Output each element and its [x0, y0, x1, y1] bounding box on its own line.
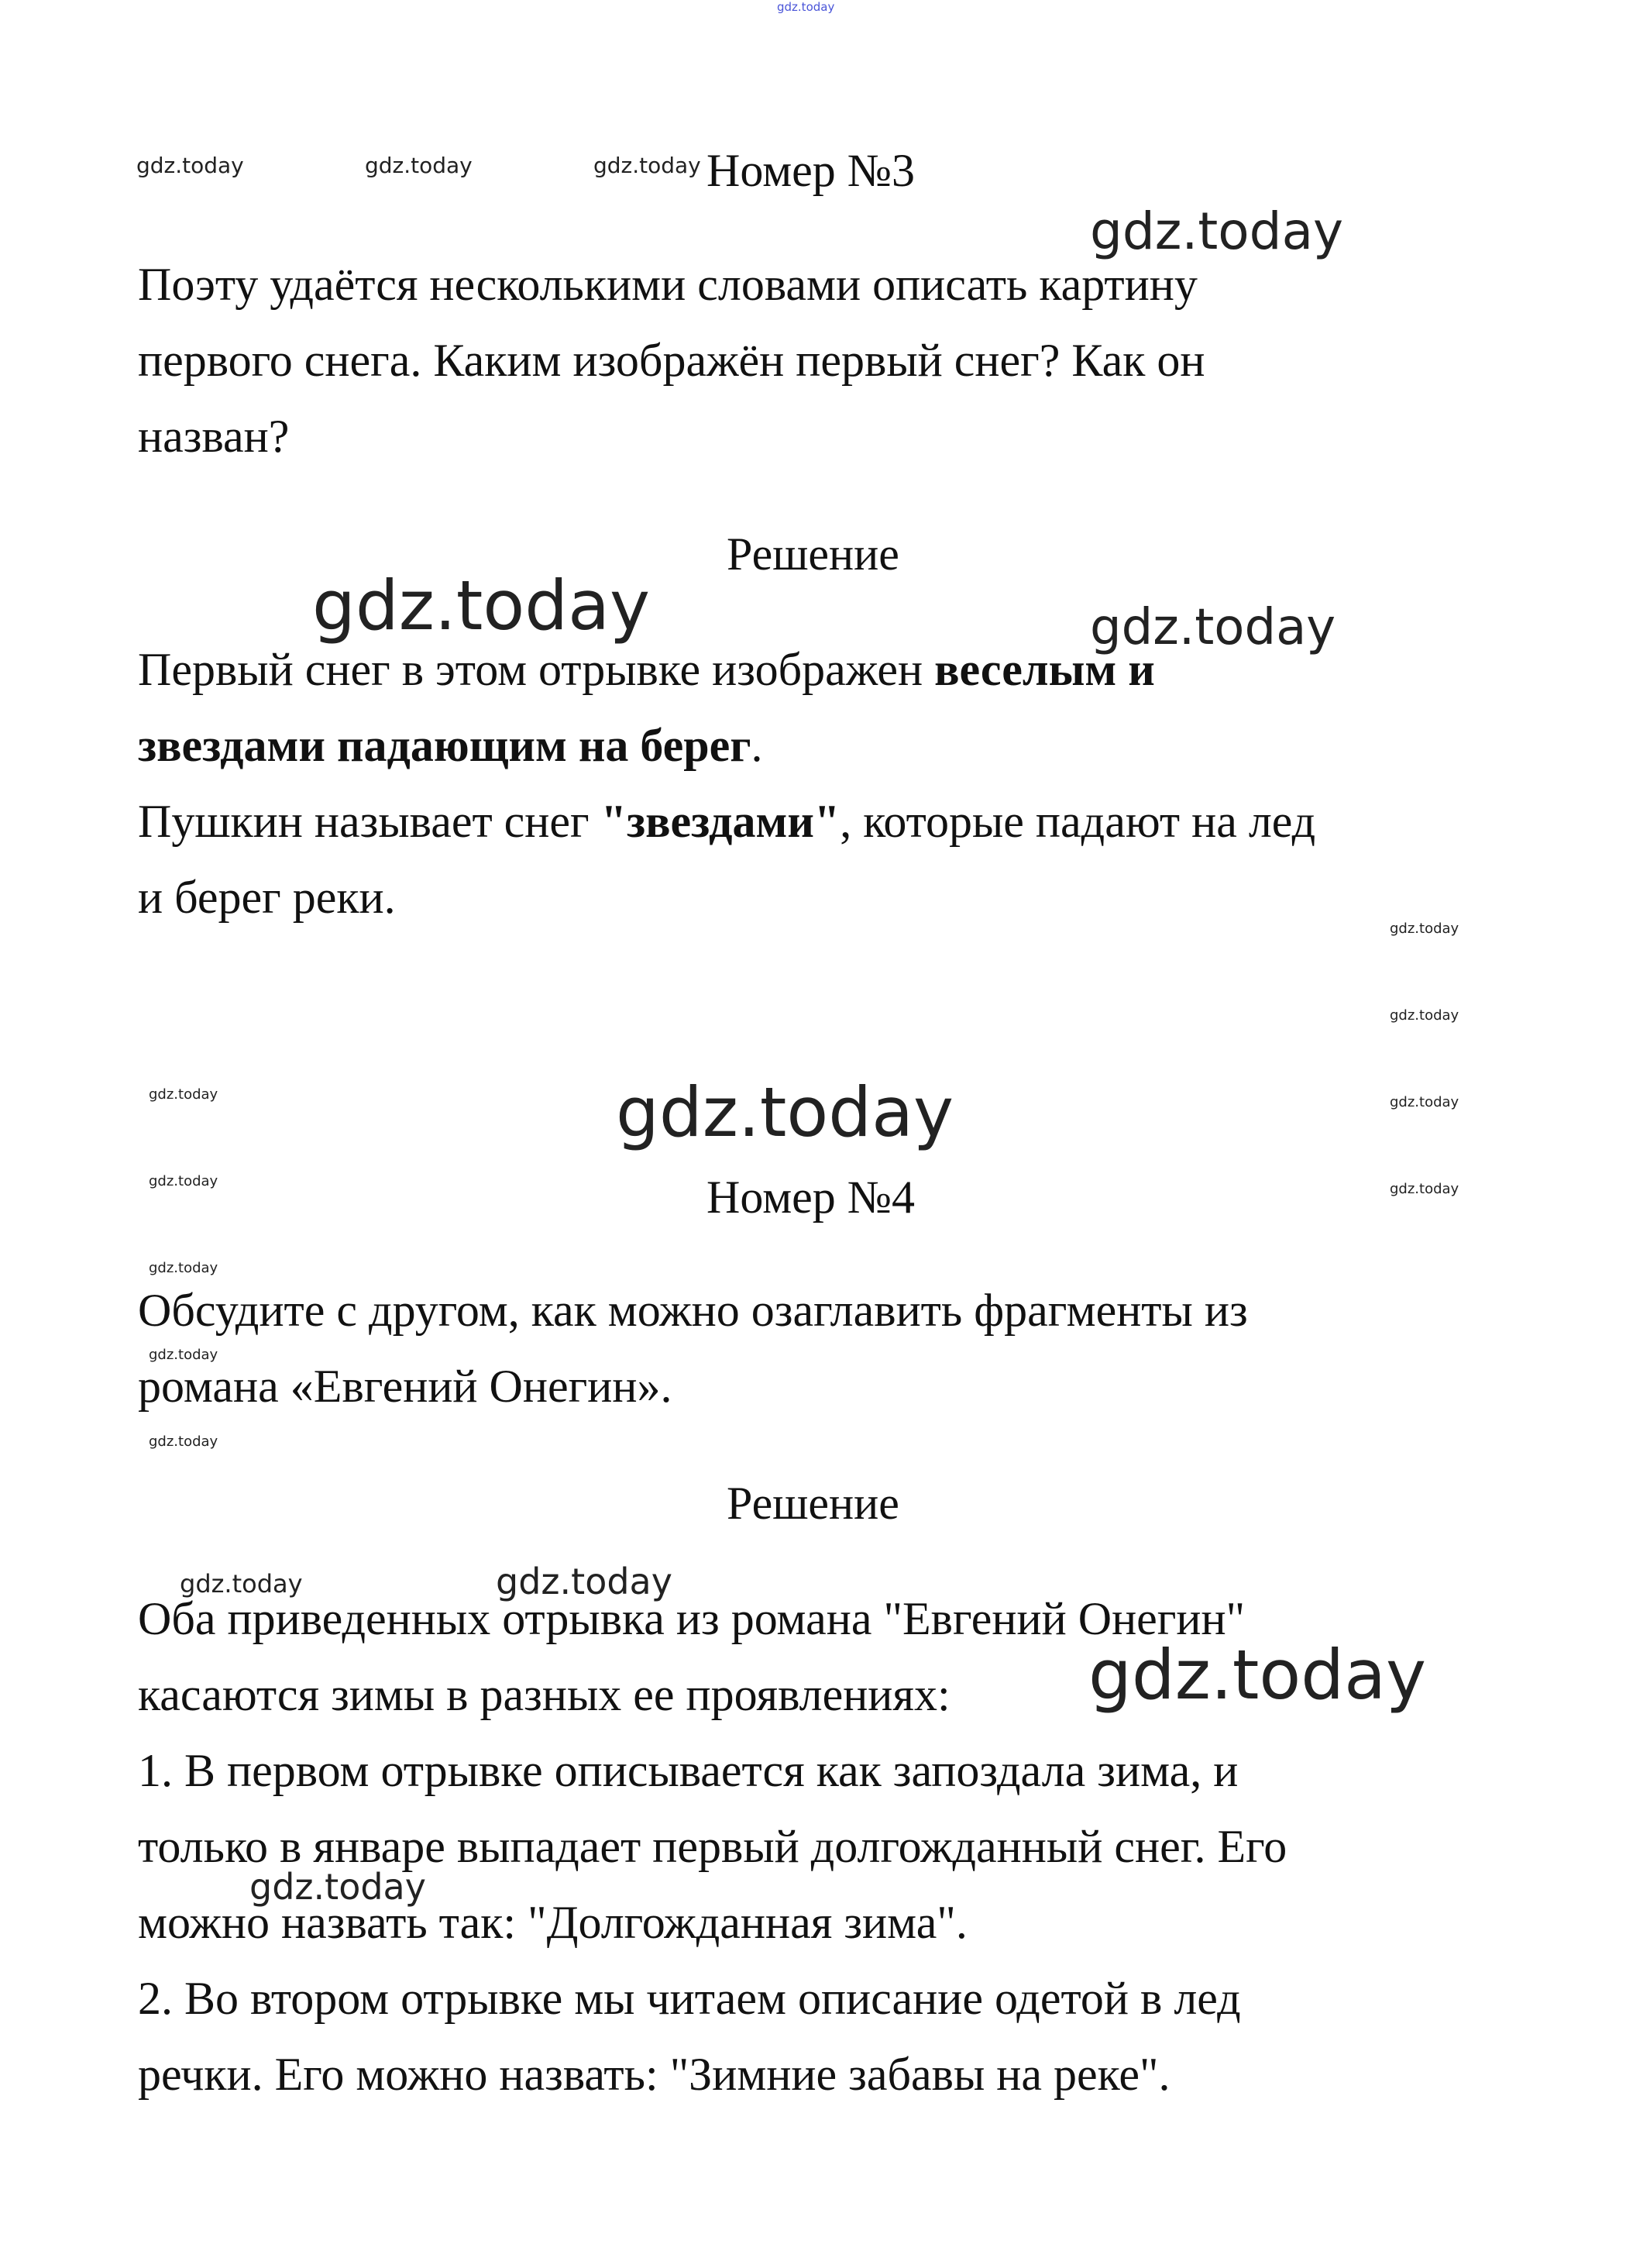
- watermark: gdz.today: [180, 1569, 303, 1599]
- question-text: [138, 1272, 1501, 1424]
- watermark: gdz.today: [149, 1086, 218, 1103]
- watermark: gdz.today: [365, 153, 473, 178]
- answer-line: можно назвать так: "Долгожданная зима".: [138, 1897, 968, 1948]
- question-line: Поэту удаётся несколькими словами описать картину: [138, 259, 1198, 310]
- answer-line: речки. Его можно назвать: "Зимние забавы на реке".: [138, 2049, 1171, 2100]
- answer-text: [138, 1581, 1501, 2112]
- answer-segment: Пушкин называет снег: [138, 796, 601, 847]
- answer-segment: .: [751, 720, 763, 771]
- answer-segment: Первый снег в этом отрывке изображен: [138, 644, 935, 695]
- solution-label: Решение: [727, 1478, 899, 1529]
- watermark: gdz.today: [1390, 921, 1459, 937]
- watermark: gdz.today: [593, 153, 701, 178]
- answer-line: [138, 707, 1501, 783]
- question-line: романа «Евгений Онегин».: [138, 1361, 672, 1412]
- answer-text: [138, 632, 1501, 935]
- answer-line: [138, 783, 1501, 859]
- answer-segment: , которые падают на лед: [840, 796, 1316, 847]
- watermark: gdz.today: [1090, 599, 1336, 656]
- watermark: gdz.today: [149, 1173, 218, 1189]
- answer-bold-segment: звездами падающим на берег: [138, 720, 751, 771]
- question-line: назван?: [138, 411, 290, 462]
- solution-label: Решение: [727, 528, 899, 580]
- question-text: [138, 246, 1501, 474]
- answer-bold-segment: веселым и: [934, 644, 1155, 695]
- question-line: первого снега. Каким изображён первый снег? Как он: [138, 335, 1205, 386]
- answer-line: [138, 632, 1501, 707]
- answer-line: 2. Во втором отрывке мы читаем описание одетой в лед: [138, 1973, 1241, 2024]
- watermark: gdz.today: [1390, 1094, 1459, 1110]
- watermark: gdz.today: [1390, 1007, 1459, 1024]
- watermark: gdz.today: [616, 1072, 954, 1152]
- watermark: gdz.today: [312, 566, 651, 645]
- watermark: gdz.today: [1090, 201, 1344, 261]
- watermark: gdz.today: [496, 1561, 672, 1602]
- watermark: gdz.today: [149, 1347, 218, 1363]
- answer-line: и берег реки.: [138, 872, 396, 923]
- question-line: Обсудите с другом, как можно озаглавить фрагменты из: [138, 1285, 1248, 1336]
- answer-line: только в январе выпадает первый долгожданный снег. Его: [138, 1821, 1287, 1872]
- answer-line: 1. В первом отрывке описывается как запоздала зима, и: [138, 1745, 1239, 1796]
- watermark: gdz.today: [1390, 1181, 1459, 1197]
- watermark: gdz.today: [1088, 1635, 1427, 1715]
- watermark: gdz.today: [149, 1433, 218, 1450]
- watermark-top: gdz.today: [777, 0, 835, 14]
- section-title: Номер №4: [706, 1172, 916, 1223]
- answer-line: касаются зимы в разных ее проявлениях:: [138, 1669, 951, 1720]
- answer-bold-segment: "звездами": [600, 796, 841, 847]
- watermark: gdz.today: [249, 1866, 426, 1908]
- watermark: gdz.today: [136, 153, 244, 178]
- section-title: Номер №3: [706, 145, 916, 196]
- watermark: gdz.today: [149, 1260, 218, 1276]
- answer-line: Оба приведенных отрывка из романа "Евгений Онегин": [138, 1593, 1246, 1644]
